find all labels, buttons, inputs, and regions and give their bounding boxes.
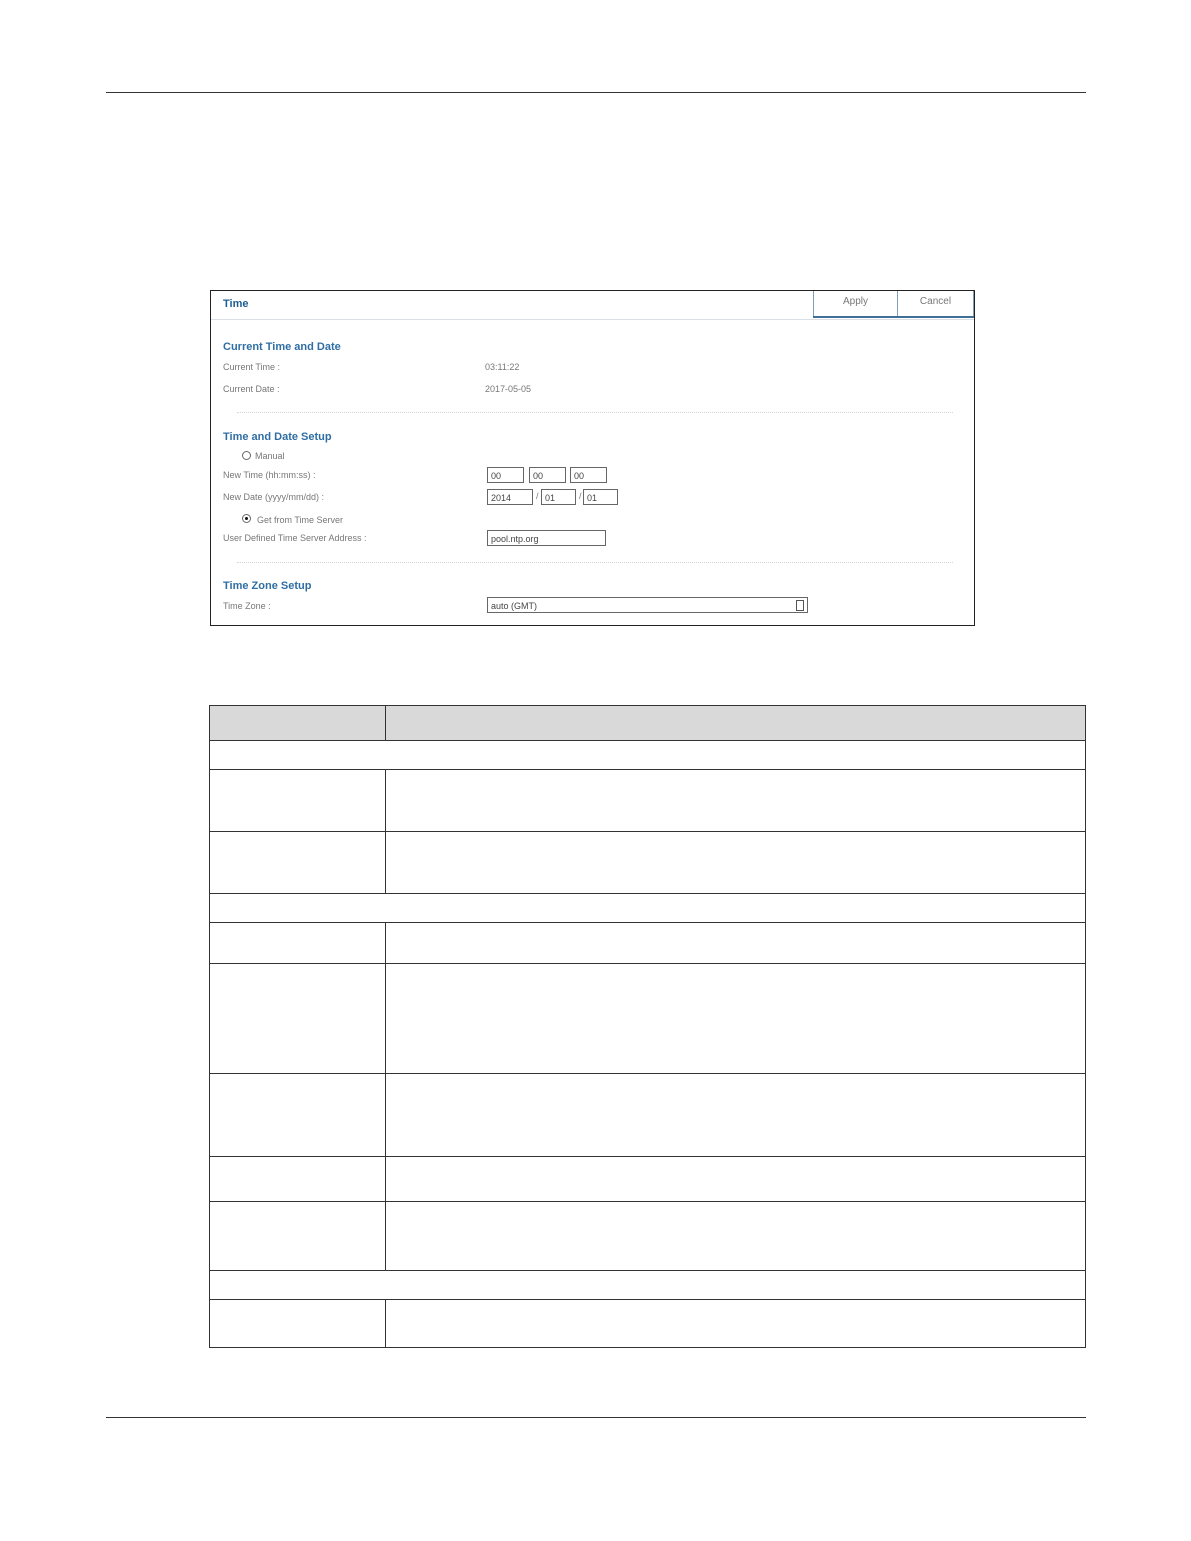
server-address-input[interactable]: pool.ntp.org [487, 530, 606, 546]
manual-radio[interactable] [242, 451, 251, 460]
new-time-minute-input[interactable]: 00 [529, 467, 566, 483]
time-settings-panel [210, 290, 975, 626]
new-time-second-input[interactable]: 00 [570, 467, 607, 483]
time-zone-setup-heading: Time Zone Setup [223, 580, 312, 592]
manual-label: Manual [255, 451, 285, 461]
date-separator: / [536, 491, 539, 501]
table-group-row [210, 894, 1086, 923]
table-row [210, 1074, 1086, 1157]
current-time-date-heading: Current Time and Date [223, 341, 341, 353]
new-date-year-input[interactable]: 2014 [487, 489, 533, 505]
new-date-month-input[interactable]: 01 [541, 489, 576, 505]
time-zone-select[interactable] [487, 597, 808, 613]
date-separator: / [579, 491, 582, 501]
panel-title: Time [223, 298, 249, 310]
time-zone-value: auto (GMT) [491, 601, 538, 611]
current-time-value: 03:11:22 [485, 362, 520, 372]
header-rule [106, 92, 1086, 93]
table-row [210, 1202, 1086, 1271]
dropdown-arrow-icon [796, 600, 804, 611]
table-row [210, 1300, 1086, 1348]
table-row [210, 832, 1086, 894]
table-row [210, 1157, 1086, 1202]
new-date-label: New Date (yyyy/mm/dd) : [223, 492, 325, 502]
cancel-button[interactable]: Cancel [897, 291, 974, 318]
new-date-day-input[interactable]: 01 [583, 489, 618, 505]
field-description-table [209, 705, 1086, 1348]
current-date-value: 2017-05-05 [485, 384, 532, 394]
current-date-label: Current Date : [223, 384, 280, 394]
table-group-row [210, 1271, 1086, 1300]
footer-rule [106, 1417, 1086, 1418]
table-header-row [210, 706, 1086, 741]
time-date-setup-heading: Time and Date Setup [223, 431, 332, 443]
table-group-row [210, 741, 1086, 770]
new-time-label: New Time (hh:mm:ss) : [223, 470, 316, 480]
time-server-label: Get from Time Server [257, 515, 344, 525]
table-row [210, 770, 1086, 832]
apply-button[interactable]: Apply [813, 291, 897, 318]
panel-header [211, 291, 974, 320]
time-zone-label: Time Zone : [223, 601, 271, 611]
time-server-radio[interactable] [242, 514, 251, 523]
new-time-hour-input[interactable]: 00 [487, 467, 524, 483]
table-row [210, 964, 1086, 1074]
table-row [210, 923, 1086, 964]
section-divider [237, 412, 953, 413]
section-divider [237, 562, 953, 563]
server-address-label: User Defined Time Server Address : [223, 533, 367, 543]
current-time-label: Current Time : [223, 362, 281, 372]
